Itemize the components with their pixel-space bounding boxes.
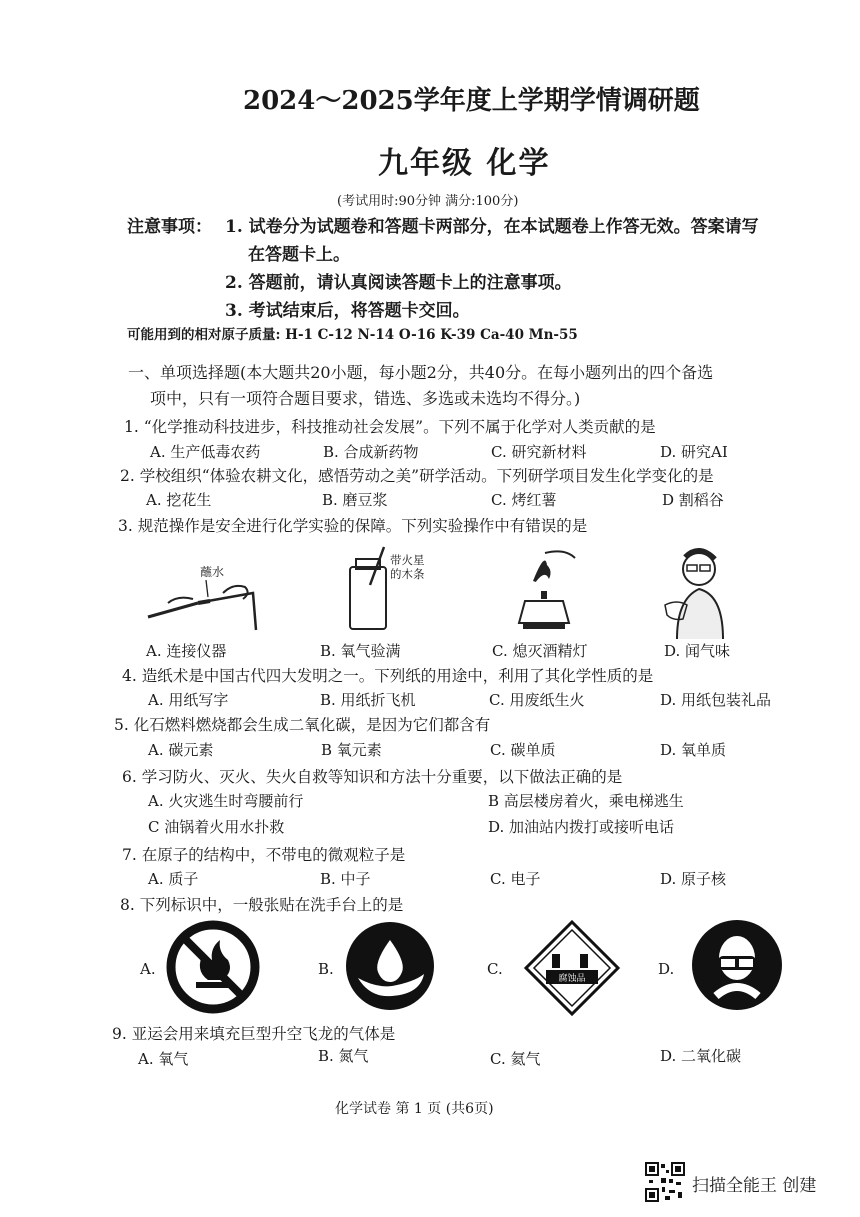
notice-item: 3. 考试结束后，将答题卡交回。 — [225, 301, 470, 321]
figure-label-water: 蘸水 — [200, 565, 225, 579]
option: A. 碳元素 — [148, 741, 214, 759]
goggles-sign-icon — [690, 918, 784, 1012]
scanner-brand: 扫描全能王 创建 — [692, 1176, 817, 1196]
option: B. 用纸折飞机 — [320, 691, 416, 709]
figure-alcohol-lamp — [505, 543, 585, 638]
option: A. 连接仪器 — [146, 642, 227, 660]
question-stem: 4. 造纸术是中国古代四大发明之一。下列纸的用途中，利用了其化学性质的是 — [122, 667, 654, 685]
option: D. — [658, 960, 675, 978]
exam-info: (考试用时:90分钟 满分:100分) — [337, 194, 519, 209]
question-stem: 2. 学校组织“体验农耕文化，感悟劳动之美”研学活动。下列研学项目发生化学变化的是 — [120, 467, 714, 485]
option: D. 研究AI — [660, 443, 728, 461]
question-stem: 3. 规范操作是安全进行化学实验的保障。下列实验操作中有错误的是 — [118, 517, 588, 535]
question-stem: 6. 学习防火、灭火、失火自救等知识和方法十分重要，以下做法正确的是 — [122, 768, 623, 786]
option: D 割稻谷 — [662, 491, 724, 509]
option: C 油锅着火用水扑救 — [148, 818, 285, 836]
option: B 高层楼房着火，乘电梯逃生 — [488, 792, 684, 810]
question-stem: 5. 化石燃料燃烧都会生成二氧化碳，是因为它们都含有 — [114, 716, 491, 734]
question-stem: 8. 下列标识中，一般张贴在洗手台上的是 — [120, 896, 404, 914]
option: D. 用纸包装礼品 — [660, 691, 772, 709]
option: B. 氧气验满 — [320, 642, 401, 660]
option: D. 原子核 — [660, 870, 727, 888]
option: A. — [140, 960, 156, 978]
figure-smelling — [657, 543, 727, 639]
option: D. 二氧化碳 — [660, 1047, 742, 1065]
option: C. — [487, 960, 503, 978]
option: D. 氧单质 — [660, 741, 727, 759]
figure-label-splint — [390, 553, 425, 581]
option: A. 生产低毒农药 — [150, 443, 261, 461]
option: C. 氦气 — [490, 1050, 541, 1068]
subject-title: 九年级 化学 — [378, 146, 551, 181]
option: B. 氮气 — [318, 1047, 369, 1065]
notice-item: 1. 试卷分为试题卷和答题卡两部分，在本试题卷上作答无效。答案请写 — [225, 217, 759, 237]
atomic-masses: 可能用到的相对原子质量: H-1 C-12 N-14 O-16 K-39 Ca-40 Mn-55 — [127, 327, 578, 343]
option: A. 质子 — [148, 870, 199, 888]
option: B 氧元素 — [321, 741, 382, 759]
option: B. — [318, 960, 334, 978]
figure-label-splint-line: 的木条 — [390, 567, 425, 581]
option: C. 熄灭酒精灯 — [492, 642, 588, 660]
page-info: 化学试卷 第 1 页 (共6页) — [335, 1101, 494, 1117]
option: A. 用纸写字 — [148, 691, 229, 709]
notice-item: 2. 答题前，请认真阅读答题卡上的注意事项。 — [225, 273, 572, 293]
section-heading: 项中，只有一项符合题目要求，错选、多选或未选均不得分。) — [150, 389, 581, 408]
qr-code-icon — [645, 1162, 685, 1202]
exam-title: 2024～2025学年度上学期学情调研题 — [243, 86, 700, 116]
question-stem: 7. 在原子的结构中，不带电的微观粒子是 — [122, 846, 406, 864]
no-fire-sign-icon — [166, 920, 260, 1014]
notice-item: 在答题卡上。 — [248, 245, 350, 265]
option: D. 闻气味 — [664, 642, 731, 660]
option: D. 加油站内拨打或接听电话 — [488, 818, 675, 836]
option: A. 火灾逃生时弯腰前行 — [148, 792, 304, 810]
option: A. 氧气 — [138, 1050, 189, 1068]
figure-label-splint-line: 带火星 — [390, 553, 425, 567]
option: C. 烤红薯 — [491, 491, 557, 509]
option: B. 中子 — [320, 870, 371, 888]
option: C. 用废纸生火 — [489, 691, 585, 709]
option: C. 研究新材料 — [491, 443, 587, 461]
notice-label: 注意事项： — [127, 217, 212, 237]
option: B. 磨豆浆 — [322, 491, 388, 509]
option: B. 合成新药物 — [323, 443, 419, 461]
option: C. 电子 — [490, 870, 541, 888]
question-stem: 9. 亚运会用来填充巨型升空飞龙的气体是 — [112, 1025, 396, 1043]
question-stem: 1. “化学推动科技进步，科技推动社会发展”。下列不属于化学对人类贡献的是 — [124, 418, 656, 436]
section-heading: 一、单项选择题(本大题共20小题，每小题2分，共40分。在每小题列出的四个备选 — [128, 363, 714, 382]
corrosive-sign-text: 腐蚀品 — [558, 974, 586, 984]
water-saving-sign-icon — [344, 920, 436, 1012]
option: C. 碳单质 — [490, 741, 556, 759]
option: A. 挖花生 — [146, 491, 212, 509]
corrosive-sign-icon — [522, 918, 622, 1018]
